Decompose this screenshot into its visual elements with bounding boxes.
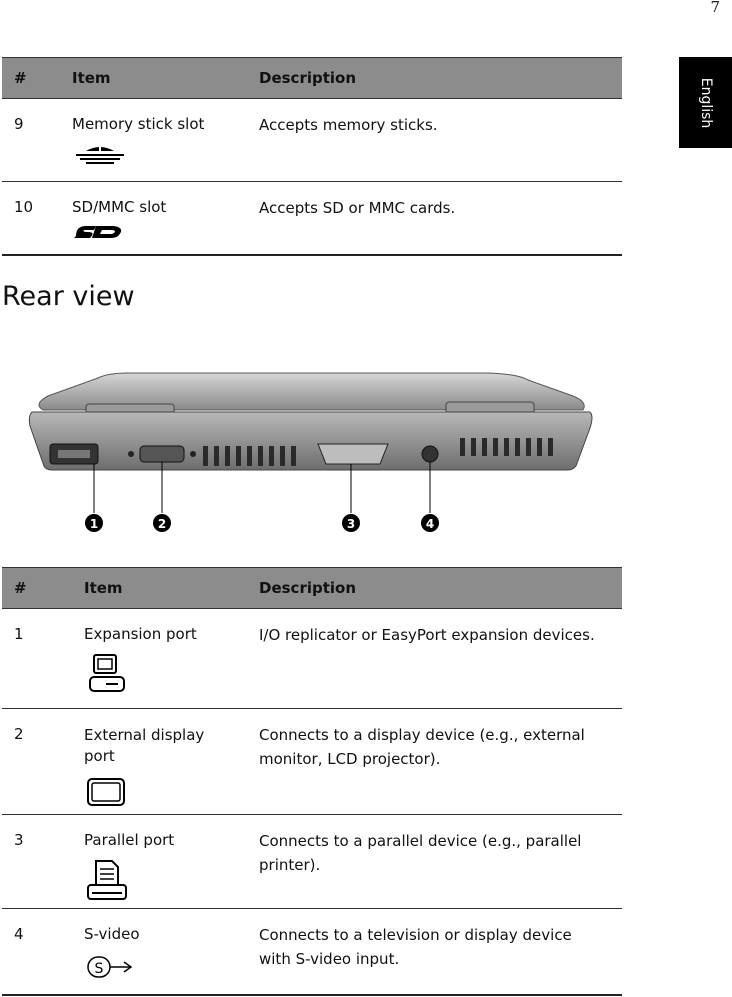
rear-ports-table	[2, 567, 622, 996]
table-row	[2, 909, 622, 995]
row-item-label: Expansion port	[84, 625, 197, 643]
page-number: 7	[710, 0, 720, 16]
callout-4	[421, 514, 439, 532]
row-description: Connects to a television or display device with S-video input.	[247, 909, 622, 995]
svg-text:4: 4	[425, 517, 435, 531]
header-description: Description	[247, 58, 622, 99]
row-item-label: S-video	[84, 925, 140, 943]
row-item	[60, 99, 247, 182]
row-description: Connects to a display device (e.g., external monitor, LCD projector).	[247, 709, 622, 815]
row-item	[72, 609, 247, 709]
row-description: I/O replicator or EasyPort expansion devices.	[247, 609, 622, 709]
row-item-label: Parallel port	[84, 831, 175, 849]
row-number: 1	[2, 609, 72, 709]
header-number: #	[2, 568, 72, 609]
header-number: #	[2, 58, 60, 99]
printer-icon	[84, 859, 128, 903]
header-item: Item	[72, 568, 247, 609]
row-number: 2	[2, 709, 72, 815]
table-header-row	[2, 568, 622, 609]
callout-2	[153, 514, 171, 532]
row-item	[60, 182, 247, 255]
row-number: 4	[2, 909, 72, 995]
language-tab	[679, 57, 732, 148]
row-number: 3	[2, 815, 72, 909]
table-row	[2, 99, 622, 182]
row-item	[72, 709, 247, 815]
expansion-port-icon	[84, 653, 128, 697]
memory-stick-icon	[72, 143, 128, 169]
row-description: Accepts SD or MMC cards.	[247, 182, 622, 255]
s-video-icon	[84, 953, 136, 981]
row-item-label: Memory stick slot	[72, 115, 205, 133]
language-tab-label: English	[697, 77, 714, 128]
row-number: 10	[2, 182, 60, 255]
table-row	[2, 815, 622, 909]
callout-3	[342, 514, 360, 532]
monitor-icon	[84, 777, 128, 809]
svg-text:3: 3	[346, 517, 356, 531]
table-row	[2, 182, 622, 255]
table-header-row	[2, 58, 622, 99]
table-row	[2, 709, 622, 815]
svg-text:S: S	[94, 961, 104, 977]
row-item-label: External display port	[84, 726, 205, 765]
header-item: Item	[60, 58, 247, 99]
svg-text:1: 1	[89, 517, 99, 531]
row-item	[72, 909, 247, 995]
header-description: Description	[247, 568, 622, 609]
row-number: 9	[2, 99, 60, 182]
section-title: Rear view	[2, 281, 135, 312]
row-description: Connects to a parallel device (e.g., parallel printer).	[247, 815, 622, 909]
sd-card-icon	[72, 220, 128, 242]
laptop-rear-view-image	[28, 368, 598, 538]
card-slot-table	[2, 57, 622, 256]
svg-text:2: 2	[157, 517, 167, 531]
callout-1	[85, 514, 103, 532]
row-item-label: SD/MMC slot	[72, 198, 167, 216]
row-description: Accepts memory sticks.	[247, 99, 622, 182]
table-row	[2, 609, 622, 709]
row-item	[72, 815, 247, 909]
